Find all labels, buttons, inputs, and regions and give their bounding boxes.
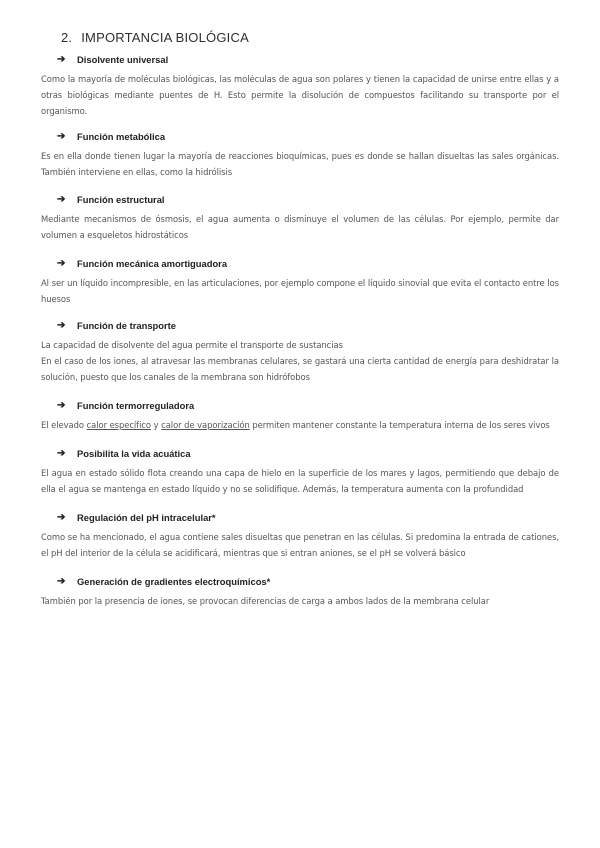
subheading: Función mecánica amortiguadora [77, 258, 228, 269]
section-funcion-termorreguladora [41, 400, 559, 433]
section-funcion-mecanica-amortiguadora [41, 258, 559, 307]
heading-title: IMPORTANCIA BIOLÓGICA [81, 30, 249, 45]
paragraph: El agua en estado sólido flota creando una capa de hielo en la superficie de los mares y lagos, permitiendo que debajo de ella el agua se mantenga en estado líquido y no se solidifique. Además, la temperatura aumenta con la profundidad [41, 468, 559, 494]
heading-number: 2. [61, 30, 73, 45]
paragraph: En el caso de los iones, al atravesar las membranas celulares, se gastará una cierta cantidad de energía para deshidratar la solución, puesto que los canales de la membrana son hidrófobos [41, 356, 559, 382]
arrow-right-icon: ➔ [57, 512, 66, 523]
paragraph: Como se ha mencionado, el agua contiene sales disueltas que penetran en las células. Si predomina la entrada de cationes, el pH del interior de la célula se acidificará, mientras que si entran aniones, se el pH se volverá básico [41, 532, 559, 558]
arrow-right-icon: ➔ [57, 576, 66, 587]
calor-especifico-link[interactable]: calor específico [86, 420, 151, 430]
subheading: Función estructural [77, 194, 165, 205]
subheading: Posibilita la vida acuática [77, 448, 191, 459]
arrow-right-icon: ➔ [57, 448, 66, 459]
section-disolvente-universal [41, 54, 559, 119]
subheading: Generación de gradientes electroquímicos* [77, 576, 271, 587]
paragraph: Mediante mecanismos de ósmosis, el agua aumenta o disminuye el volumen de las células. Por ejemplo, permite dar volumen a esqueletos hidrostáticos [41, 214, 559, 240]
arrow-right-icon: ➔ [57, 194, 66, 205]
text-fragment: El elevado [41, 420, 84, 430]
section-funcion-metabolica [41, 131, 559, 180]
paragraph: Es en ella donde tienen lugar la mayoría de reacciones bioquímicas, pues es donde se hallan disueltas las sales orgánicas. También interviene en ellas, como la hidrólisis [41, 151, 559, 177]
subheading: Función de transporte [77, 320, 176, 331]
section-funcion-estructural [41, 194, 559, 243]
section-heading [61, 30, 249, 45]
text-fragment: permiten mantener constante la temperatura interna de los seres vivos [252, 420, 550, 430]
paragraph [41, 417, 559, 433]
section-funcion-de-transporte [41, 320, 559, 385]
paragraph: También por la presencia de iones, se provocan diferencias de carga a ambos lados de la membrana celular [41, 596, 490, 606]
arrow-right-icon: ➔ [57, 400, 66, 411]
section-gradientes-electroquimicos [41, 576, 559, 609]
subheading: Regulación del pH intracelular* [77, 512, 216, 523]
text-fragment: y [153, 420, 159, 430]
paragraph: Como la mayoría de moléculas biológicas, las moléculas de agua son polares y tienen la capacidad de unirse entre ellas y a otras biológicas mediante puentes de H. Esto permite la disolución de compuestos facilitando su transporte por el organismo. [41, 74, 559, 116]
subheading: Disolvente universal [77, 54, 169, 65]
arrow-right-icon: ➔ [57, 320, 66, 331]
subheading: Función metabólica [77, 131, 166, 142]
paragraph: Al ser un líquido incompresible, en las articulaciones, por ejemplo compone el líquido sinovial que evita el contacto entre los huesos [41, 278, 559, 304]
subheading: Función termorreguladora [77, 400, 195, 411]
calor-de-vaporizacion-link[interactable]: calor de vaporización [161, 420, 250, 430]
arrow-right-icon: ➔ [57, 131, 66, 142]
arrow-right-icon: ➔ [57, 54, 66, 65]
paragraph: La capacidad de disolvente del agua permite el transporte de sustancias [41, 340, 343, 350]
section-vida-acuatica [41, 448, 559, 497]
arrow-right-icon: ➔ [57, 258, 66, 269]
section-regulacion-ph [41, 512, 559, 561]
